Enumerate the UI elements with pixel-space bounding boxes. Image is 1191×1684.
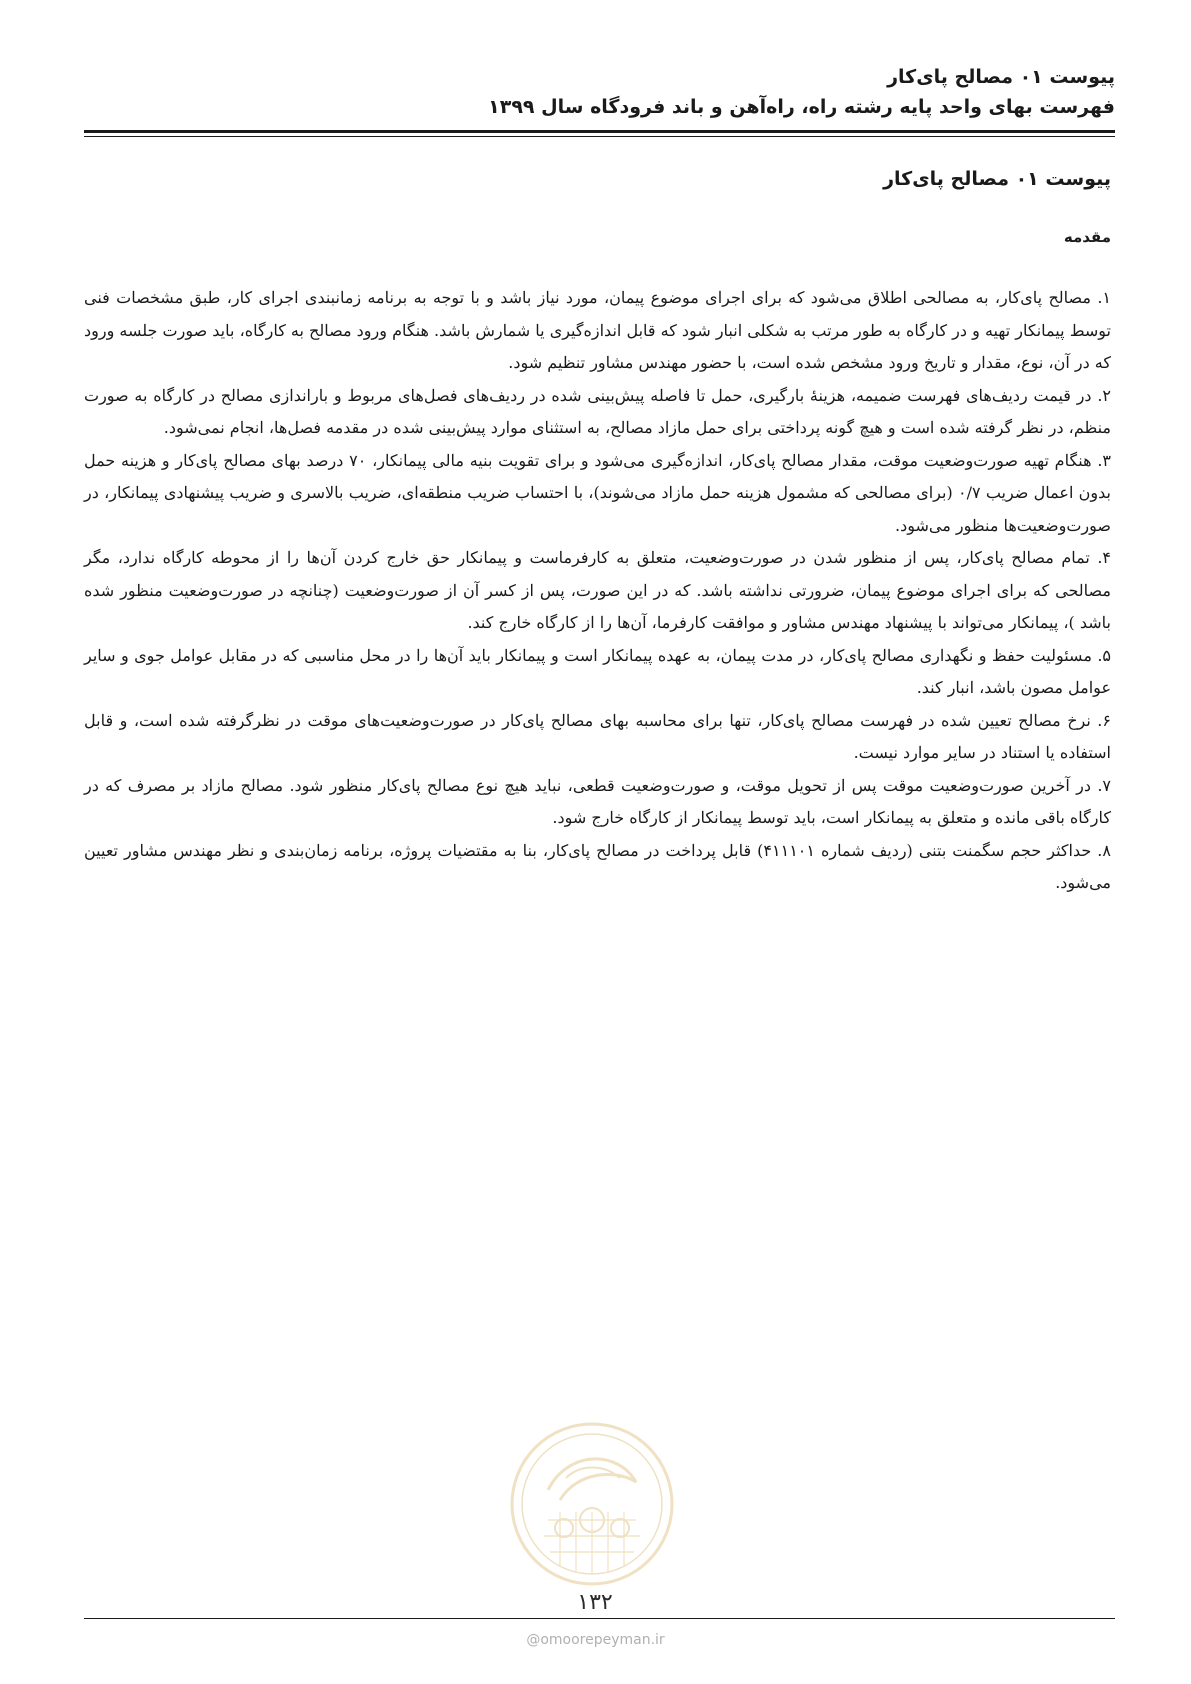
omoore-peyman-seal-icon (508, 1420, 676, 1588)
footer-website (0, 1632, 1191, 1648)
paragraph-2: ۲. در قیمت ردیف‌های فهرست ضمیمه، هزینهٔ بارگیری، حمل تا فاصله پیش‌بینی شده در ردیف‌های فصل‌های مربوط و باراندازی مصالح در کارگاه به صورت منظم، در نظر گرفته شده است و هیچ گونه پرداختی برای حمل مازاد مصالح، به استثنای موارد پیش‌بینی شده در مقدمه فصل‌ها، انجام نمی‌شود. (84, 385, 1111, 437)
footer-rule (84, 1618, 1115, 1619)
footer-website-text: omoorepeyman.ir (540, 1632, 665, 1648)
running-header-subtitle: فهرست بهای واحد پایه رشته راه، راه‌آهن و باند فرودگاه سال ۱۳۹۹ (488, 96, 1115, 118)
body-text (84, 282, 1111, 900)
page-number: ۱۳۲ (577, 1590, 613, 1615)
paragraph-6: ۶. نرخ مصالح تعیین شده در فهرست مصالح پای‌کار، تنها برای محاسبه بهای مصالح پای‌کار در صورت‌وضعیت‌های موقت در نظرگرفته شده است، و قابل استفاده یا استناد در سایر موارد نیست. (84, 710, 1111, 762)
running-header (76, 62, 1115, 122)
paragraph-7: ۷. در آخرین صورت‌وضعیت موقت پس از تحویل موقت، و صورت‌وضعیت قطعی، نباید هیچ نوع مصالح پای‌کار منظور شود. مصالح مازاد بر مصرف که در کارگاه باقی مانده و متعلق به پیمانکار است، باید توسط پیمانکار از کارگاه خارج شود. (84, 775, 1111, 827)
subsection-title: مقدمه (1063, 228, 1111, 246)
paragraph-4: ۴. تمام مصالح پای‌کار، پس از منظور شدن در صورت‌وضعیت، متعلق به کارفرماست و پیمانکار حق خارج کردن آن‌ها را از محوطه کارگاه ندارد، مگر مصالحی که برای اجرای موضوع پیمان، ضرورتی نداشته باشد. که در این صورت، پس از کسر آن از صورت‌وضعیت (چنانچه در صورت‌وضعیت منظور شده باشد )، پیمانکار می‌تواند با پیشنهاد مهندس مشاور و موافقت کارفرما، آن‌ها را از کارگاه خارج کند. (84, 548, 1111, 632)
paragraph-3: ۳. هنگام تهیه صورت‌وضعیت موقت، مقدار مصالح پای‌کار، اندازه‌گیری می‌شود و برای تقویت بنیه مالی پیمانکار، ۷۰ درصد بهای مصالح پای‌کار و هزینه حمل بدون اعمال ضریب ۰/۷ (برای مصالحی که مشمول هزینه حمل مازاد می‌شوند)، با احتساب ضریب منطقه‌ای، ضریب بالاسری و ضریب پیشنهادی پیمانکار، در صورت‌وضعیت‌ها منظور می‌شود. (84, 450, 1112, 535)
at-icon: @ (526, 1632, 541, 1648)
header-rule-thick (84, 130, 1115, 133)
paragraph-8: ۸. حداکثر حجم سگمنت بتنی (ردیف شماره ۴۱۱۱۰۱) قابل پرداخت در مصالح پای‌کار، بنا به مقتضیات پروژه، برنامه زمان‌بندی و نظر مهندس مشاور تعیین می‌شود. (84, 840, 1111, 892)
section-title: پیوست ۰۱ مصالح پای‌کار (883, 168, 1111, 190)
header-rule-thin (84, 136, 1115, 137)
paragraph-1: ۱. مصالح پای‌کار، به مصالحی اطلاق می‌شود که برای اجرای موضوع پیمان، مورد نیاز باشد و با توجه به برنامه زمانبندی اجرای کار، طبق مشخصات فنی توسط پیمانکار تهیه و در کارگاه به طور مرتب به شکلی انبار شود که قابل اندازه‌گیری یا شمارش باشد. هنگام ورود مصالح به کارگاه، باید صورت جلسه ورود که در آن، نوع، مقدار و تاریخ ورود مشخص شده است، با حضور مهندس مشاور تنظیم شود. (84, 288, 1112, 372)
running-header-title: پیوست ۰۱ مصالح پای‌کار (887, 66, 1115, 88)
paragraph-5: ۵. مسئولیت حفظ و نگهداری مصالح پای‌کار، در مدت پیمان، به عهده پیمانکار است و پیمانکار باید آن‌ها را در محل مناسبی که در مقابل عوامل جوی و سایر عوامل مصون باشد، انبار کند. (84, 645, 1111, 697)
